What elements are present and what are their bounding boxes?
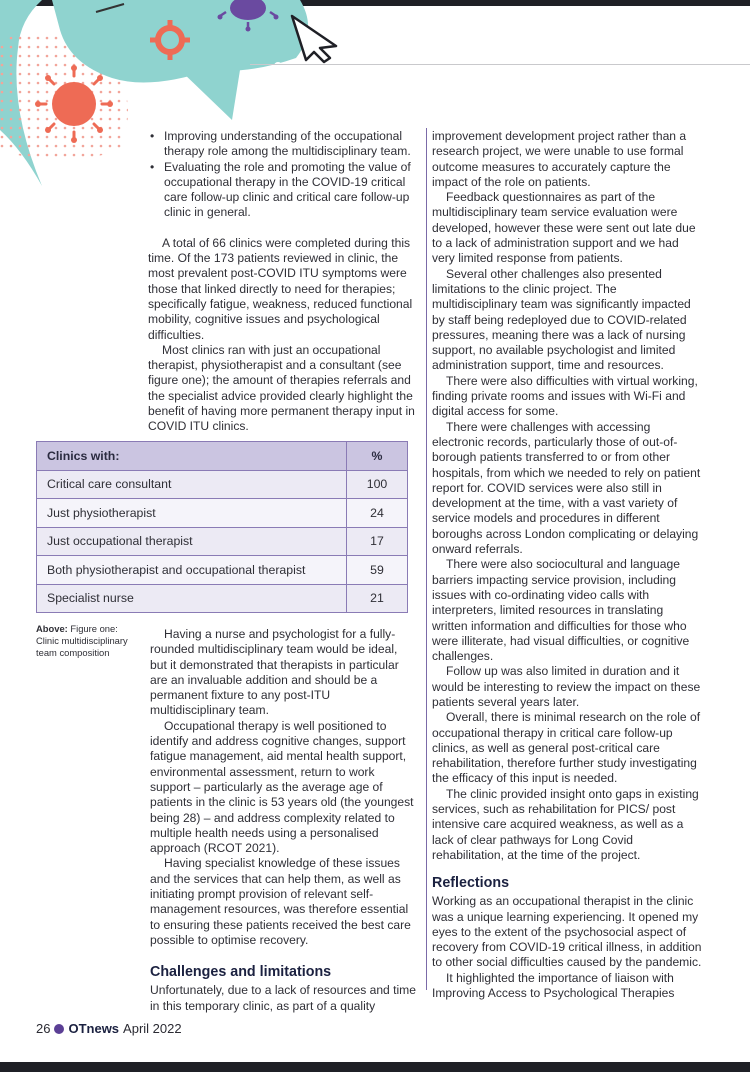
table-header-value: % [347,442,408,471]
table-cell-value: 21 [347,584,408,613]
table-cell-value: 59 [347,556,408,585]
cursor-arrow-icon [292,16,336,62]
paragraph: The clinic provided insight onto gaps in existing services, such as rehabilitation for PICS/ post intensive care acquired weakness, as well as a lack of clear pathways for Long Covid rehabilitation, at the time of the project. [432,786,699,862]
paragraph: improvement development project rather than a research project, we were unable to use formal outcome measures to accurately capture the impact of the role on patients. [432,129,687,189]
right-column [432,129,702,1001]
paragraph: Several other challenges also presented limitations to the clinic project. The multidisciplinary team was significantly impacted by staff being redeployed due to COVID-related pressures, meaning there was a lack of nursing support, no available psychologist and limited administration support, time and resources. [432,266,691,373]
paragraph: Having specialist knowledge of these issues and the services that can help them, as well as initiating prompt provision of relevant self-management resources, was therefore essential to ensuring these patients received the best care possible to optimise recovery. [150,856,411,947]
paragraph: Feedback questionnaires as part of the multidisciplinary team service evaluation were developed, however these were sent out late due to a lack of administration support and we had very limited response from patients. [432,190,696,266]
figure-one-table [36,441,408,613]
table-cell-value: 24 [347,499,408,528]
section-heading: Reflections [432,875,510,892]
section-heading: Challenges and limitations [150,964,332,981]
paragraph: There were challenges with accessing electronic records, particularly those of out-of-borough patients transferred to or from other hospitals, from which we needed to rely on patient report for. COVID services were also still in development at the time, with a vast variety of service models and procedures in different boroughs across London complicating or delaying onward referrals. [432,419,701,557]
caption-bold: Above: [36,623,68,634]
table-cell-label: Just physiotherapist [37,499,347,528]
caption-text: Figure one: Clinic multidisciplinary team composition [36,623,128,658]
paragraph: There were also sociocultural and language barriers impacting service provision, including issues with co-ordinating video calls with interpreters, limited resources in translating written information and difficulties for those who were illiterate, had visual difficulties, or cognitive challenges. [432,557,690,664]
figure-caption [36,623,132,658]
table-row [37,499,408,528]
page-footer [36,1021,182,1036]
table-cell-label: Specialist nurse [37,584,347,613]
column-divider [426,128,427,990]
paragraph: Most clinics ran with just an occupational therapist, physiotherapist and a consultant (see figure one); the amount of therapies referrals and the specialist advice provided clearly highlight the benefit of having more permanent therapy input in COVID ITU clinics. [148,342,415,434]
issue-date: April 2022 [123,1021,182,1036]
bottom-dark-strip [0,1062,750,1072]
table-row [37,527,408,556]
table-cell-value: 100 [347,470,408,499]
purple-dot-icon [54,1024,64,1034]
paragraph: Occupational therapy is well positioned to identify and address cognitive changes, support fatigue management, aid mental health support, environmental assessment, return to work support – particularly as the average age of patients in the clinic is 53 years old (the youngest being 28) – and address complexity related to multiple health needs using a personalised approach (RCOT 2021). [150,718,414,856]
coral-virus-icon [35,65,113,143]
bullet-list [148,129,416,221]
header-rule [250,64,750,65]
table-cell-label: Critical care consultant [37,470,347,499]
paragraph: Working as an occupational therapist in the clinic was a unique learning experiencing. It opened my eyes to the extent of the psychosocial aspect of recovery from COVID-19 critical illness, in addition to other social difficulties caused by the pandemic. [432,894,702,970]
paragraph: Follow up was also limited in duration and it would be interesting to review the impact on these patients several years later. [432,664,701,709]
left-column-top [148,129,416,435]
left-column-bottom [150,627,416,1014]
table-row [37,556,408,585]
table-row [37,584,408,613]
table-cell-label: Both physiotherapist and occupational therapist [37,556,347,585]
paragraph: There were also difficulties with virtual working, finding private rooms and issues with Wi-Fi and digital access for some. [432,373,698,419]
table-cell-value: 17 [347,527,408,556]
table-cell-label: Just occupational therapist [37,527,347,556]
table-row [37,470,408,499]
paragraph: Unfortunately, due to a lack of resources and time in this temporary clinic, as part of a quality [150,983,416,1013]
paragraph: Having a nurse and psychologist for a fully-rounded multidisciplinary team would be ideal, but it demonstrated that therapists in particular are an invaluable addition and should be a permanent fixture to any post-ITU multidisciplinary team. [150,627,399,718]
teal-tail-shape [180,70,240,120]
paragraph: Overall, there is minimal research on the role of occupational therapy in critical care follow-up clinics, as well as general post-critical care rehabilitation, therefore further study investigating the efficacy of this input is needed. [432,710,701,786]
bullet-item: • Evaluating the role and promoting the value of occupational therapy in the COVID-19 critical care follow-up clinic and critical care follow-up clinic in general. [164,160,416,221]
page-number: 26 [36,1021,51,1036]
magazine-name: OTnews [68,1021,120,1036]
table-header-label: Clinics with: [37,442,347,471]
paragraph: A total of 66 clinics were completed during this time. Of the 173 patients reviewed in clinic, the most prevalent post-COVID ITU symptoms were those that linked directly to need for therapies; specifically fatigue, weakness, reduced functional mobility, cognitive issues and psychological difficulties. [148,235,413,342]
bullet-item: • Improving understanding of the occupational therapy role among the multidisciplinary team. [164,129,416,160]
paragraph: It highlighted the importance of liaison with Improving Access to Psychological Therapies [432,970,675,1001]
table-header-row [37,442,408,471]
